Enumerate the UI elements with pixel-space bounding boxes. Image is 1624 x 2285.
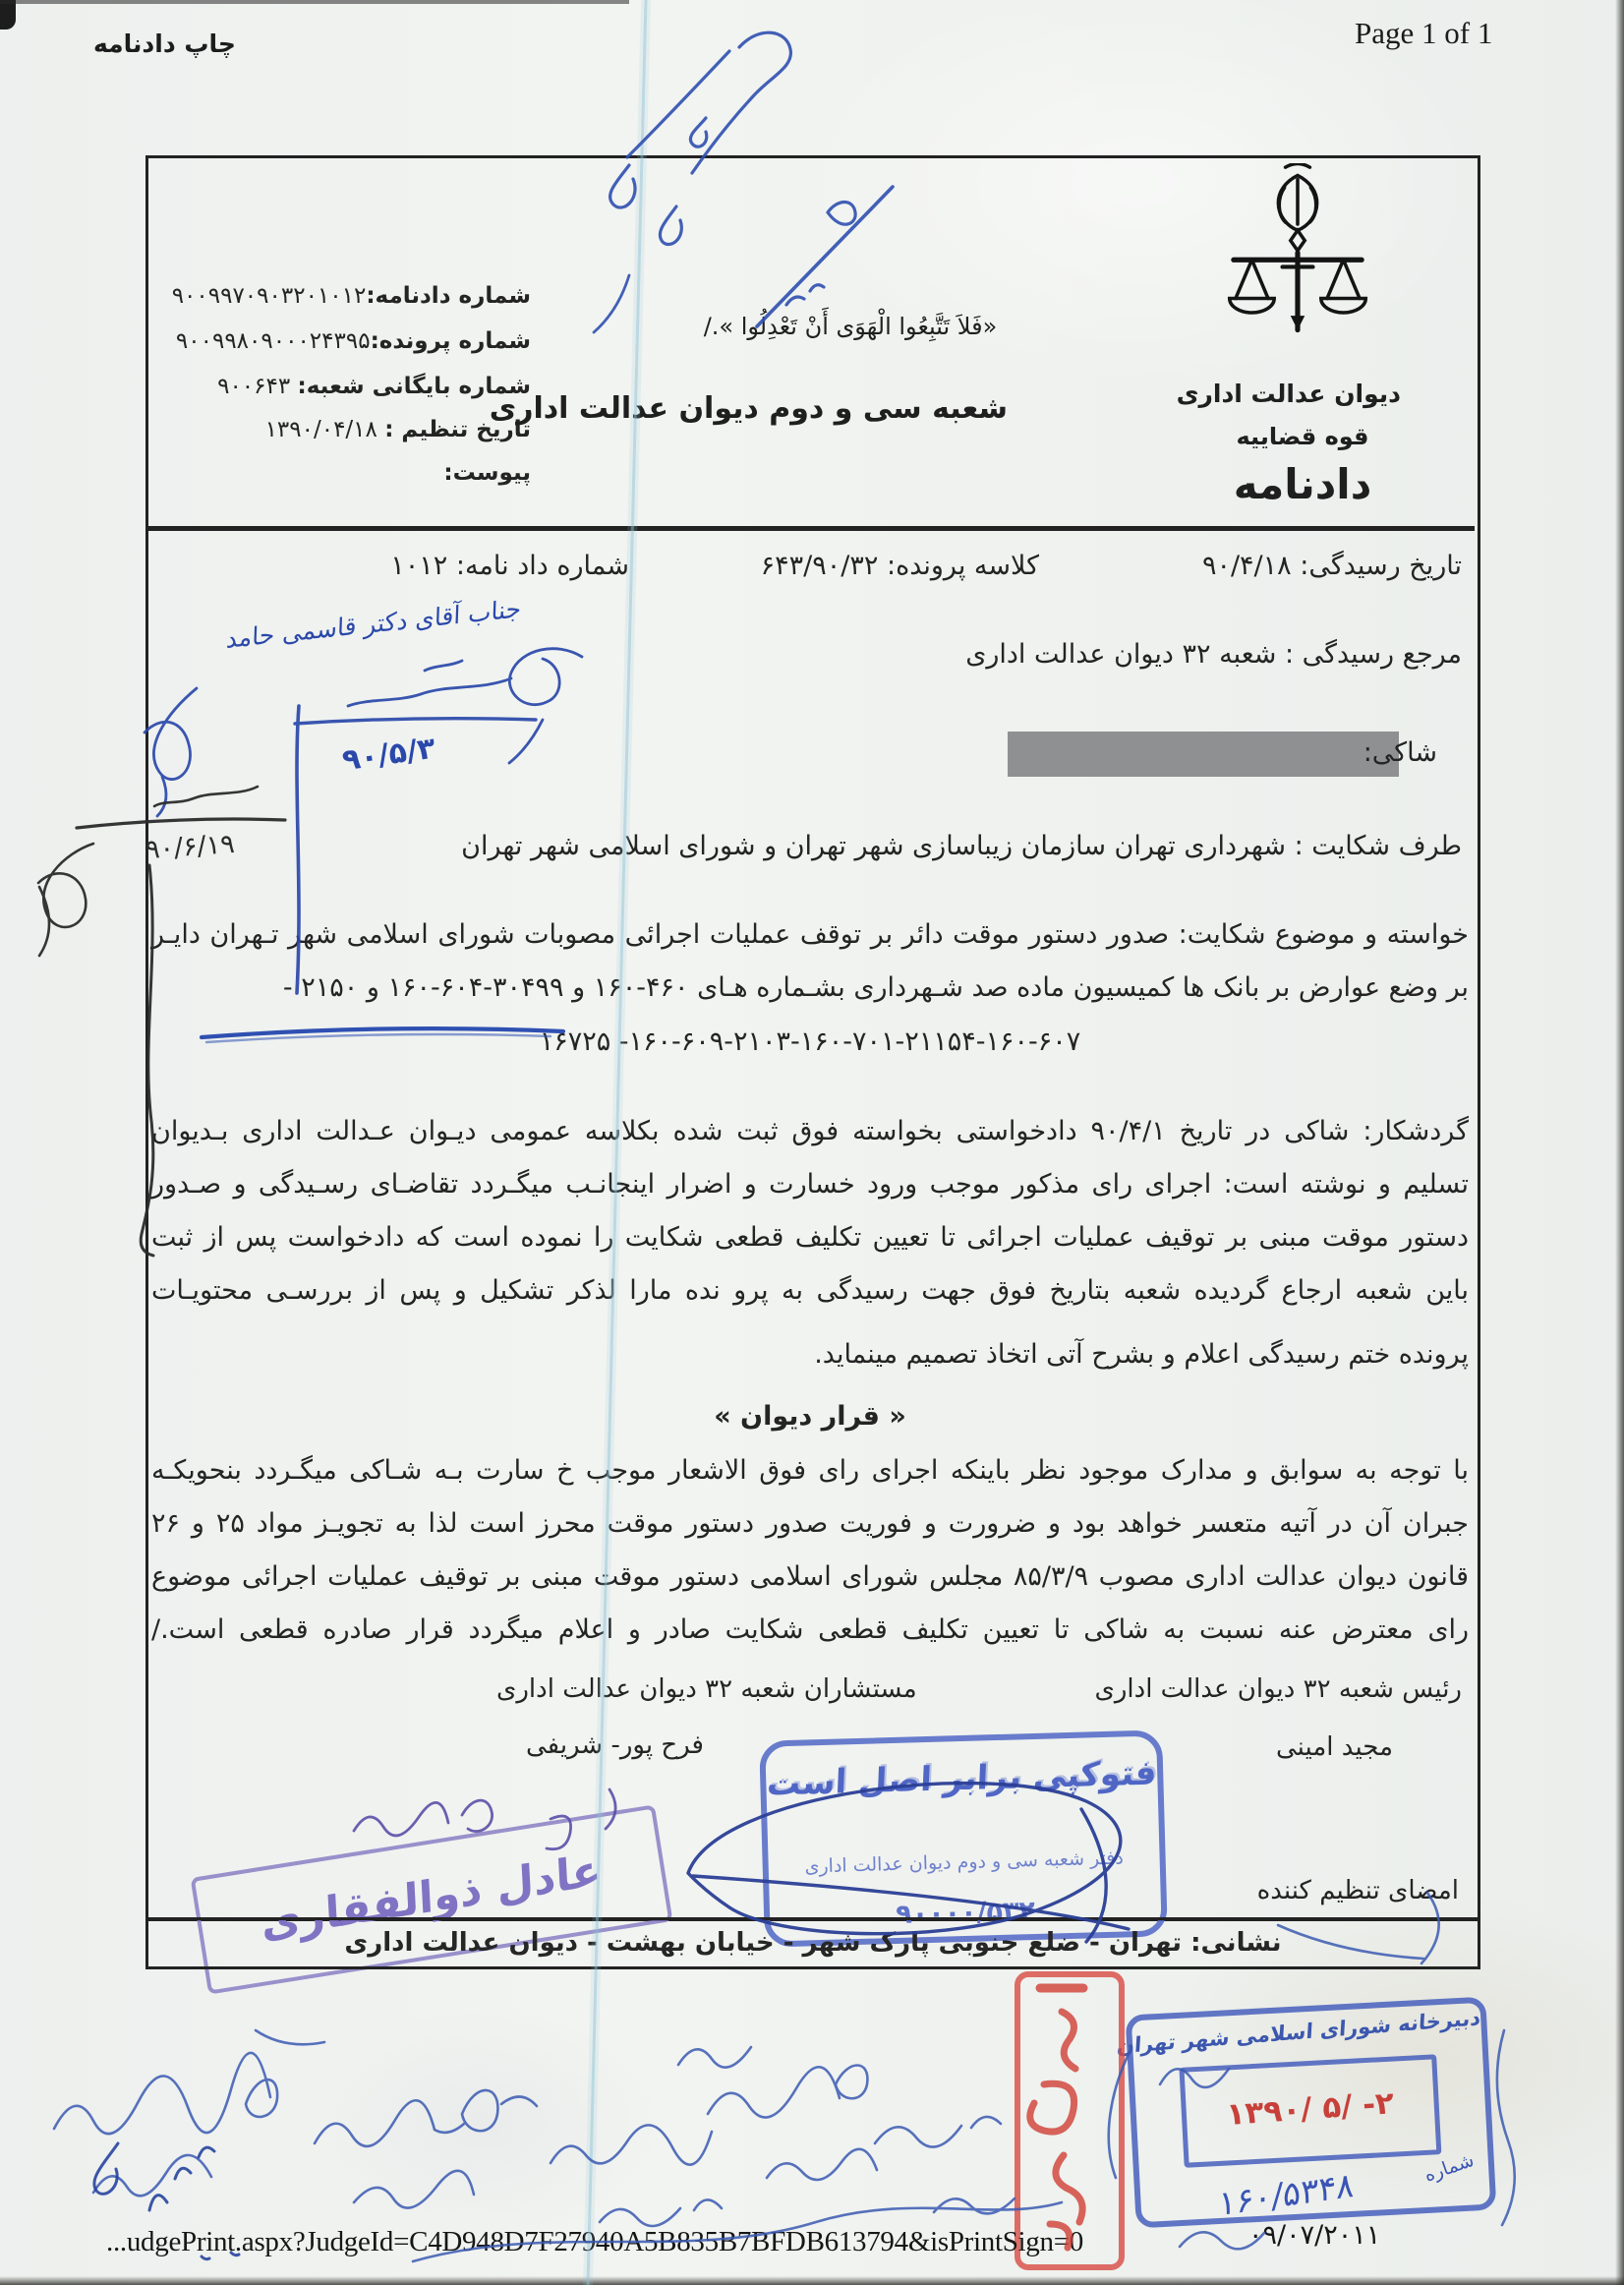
attachment-label: پیوست: xyxy=(443,460,531,486)
council-stamp-number: ۱۶۰/۵۳۴۸ xyxy=(1218,2165,1355,2225)
handwritten-referral-date: ۹۰/۵/۳ xyxy=(340,731,438,779)
request-line-1: خواسته و موضوع شکایت: صدور دستور موقت دائر بر توقف عملیات اجرائی مصوبات شورای اسلامی شهر تـهران دایـر xyxy=(151,919,1469,950)
footer-address: نشانی: تهران - ضلع جنوبی پارک شهر - خیابان بهشت - دیوان عدالت اداری xyxy=(344,1928,1282,1958)
org-branch: قوه قضاییه xyxy=(1236,423,1369,450)
history-line-3: دستور موقت مبنی بر توقیف عملیات اجرائی تا تعیین تکلیف قطعی شکایت را نموده است که دادخواست پس از ثبت xyxy=(151,1222,1469,1253)
case-class-value: ۶۴۳/۹۰/۳۲ xyxy=(760,551,879,581)
scan-fold-line xyxy=(588,0,646,2285)
judgment-number-value: ۹۰۰۹۹۷۰۹۰۳۲۰۱۰۱۲ xyxy=(171,283,367,309)
red-stamp-marks xyxy=(1030,1988,1083,2248)
handwritten-referral-note: جناب آقای دکتر قاسمی حامد xyxy=(225,594,522,654)
ruling-heading: « قرار دیوان » xyxy=(714,1401,906,1432)
handwriting-bottom-scribbles xyxy=(54,1893,1515,2261)
ruling-line-2: جبران آن در آتیه متعسر خواهد بود و ضرورت و فوریت صدور دستور موقت محرز است لذا به تجویـز مواد ۲۵ و ۲۶ xyxy=(151,1508,1469,1539)
hearing-date-value: ۹۰/۴/۱۸ xyxy=(1201,551,1292,581)
org-name: دیوان عدالت اداری xyxy=(1176,380,1401,408)
handwriting-over-name-stamp xyxy=(354,1789,615,1849)
copy-stamp-line1: فتوکپی برابر اصل است xyxy=(766,1753,1158,1804)
request-line-2: بر وضع عوارض بر بانک ها کمیسیون ماده صد شـهرداری بشـماره هـای ۴۶۰-۱۶۰ و ۳۰۴۹۹-۶۰۴-۱۶۰ و ۲۱۵۰ - xyxy=(282,972,1469,1003)
advisors-names: فرح پور- شریفی xyxy=(526,1730,704,1760)
handwriting-margin-blue xyxy=(145,649,582,993)
ruling-line-4: رای معترض عنه نسبت به شاکی تا تعیین تکلیف قطعی شکایت صادر و اعلام میگردد قرار صادره قطعی است./ xyxy=(151,1614,1469,1645)
copy-stamp-line2: دفتر شعبه سی و دوم دیوان عدالت اداری xyxy=(804,1846,1125,1878)
handwriting-margin-black xyxy=(38,787,285,1256)
browser-url-footer: ...udgePrint.aspx?JudgeId=C4D948D7F27940A5B835B7BFDB613794&isPrintSign=0 xyxy=(106,2226,1083,2257)
prepared-date-value: ۱۳۹۰/۰۴/۱۸ xyxy=(264,417,377,442)
page-indicator: Page 1 of 1 xyxy=(1355,16,1493,50)
plaintiff-label: شاکی: xyxy=(1363,737,1437,768)
handwriting-bottom-dark xyxy=(94,2143,239,2259)
archive-number-value: ۹۰۰۶۴۳ xyxy=(217,374,291,399)
file-number-label: شماره پرونده: xyxy=(370,328,531,354)
respondent-line: طرف شکایت : شهرداری تهران سازمان زیباسازی شهر تهران و شورای اسلامی شهر تهران xyxy=(461,831,1462,861)
file-number-value: ۹۰۰۹۹۸۰۹۰۰۰۲۴۳۹۵ xyxy=(175,328,371,354)
branch-title: شعبه سی و دوم دیوان عدالت اداری xyxy=(489,391,1008,426)
history-line-1: گردشکار: شاکی در تاریخ ۹۰/۴/۱ دادخواستی بخواسته فوق ثبت شده بکلاسه عمومی دیـوان عـدالت اداری بـدیوان xyxy=(151,1116,1469,1146)
history-line-2: تسلیم و نوشته است: اجرای رای مذکور موجب ورود خسارت و اضرار اینجانـب میگـردد تقاضـای رسـیدگی و صـدور xyxy=(151,1169,1469,1200)
council-stamp-title: دبیرخانه شورای اسلامی شهر تهران xyxy=(1116,2006,1481,2059)
ruling-line-3: قانون دیوان عدالت اداری مصوب ۸۵/۳/۹ مجلس شورای اسلامی دستور موقت مبنی بر توقیف عملیات اجرائی موضوع xyxy=(151,1561,1469,1592)
president-name: مجید امینی xyxy=(1276,1732,1393,1762)
history-line-5: پرونده ختم رسیدگی اعلام و بشرح آتی اتخاذ تصمیم مینماید. xyxy=(814,1339,1469,1370)
document-type-title: دادنامه xyxy=(1233,460,1372,508)
quran-quote: «فَلاَ تَتَّبِعُوا الْهَوَی أَنْ تَعْدِلُوا »./ xyxy=(703,313,998,340)
advisors-title: مستشاران شعبه ۳۲ دیوان عدالت اداری xyxy=(496,1674,917,1704)
print-page-title: چاپ دادنامه xyxy=(93,29,236,58)
request-line-3: ۱۶۷۲۵ -۱۶۰-۶۰۹-۲۱۰۳-۱۶۰-۷۰۱-۲۱۱۵۴-۱۶۰-۶۰۷ xyxy=(539,1026,1081,1057)
council-stamp-number-label: شماره xyxy=(1421,2148,1478,2187)
judge-signature xyxy=(688,1784,1129,1942)
history-line-4: باین شعبه ارجاع گردیده شعبه بتاریخ فوق جهت رسیدگی به پرو نده مارا لذکر تشکیل و پس از بررسـی محتویـات xyxy=(151,1275,1469,1306)
handwritten-register-date: ۹۰/۶/۱۹ xyxy=(145,828,236,866)
president-title: رئیس شعبه ۳۲ دیوان عدالت اداری xyxy=(1094,1674,1462,1704)
name-stamp-text: عادل ذوالفقاری xyxy=(260,1845,603,1950)
judgment-number-label: شماره دادنامه: xyxy=(366,283,531,309)
signer-label: امضای تنظیم کننده xyxy=(1256,1876,1459,1905)
hearing-date-label: تاریخ رسیدگی: xyxy=(1300,551,1462,581)
archive-number-label: شماره بایگانی شعبه: xyxy=(297,374,531,399)
authority-line: مرجع رسیدگی : شعبه ۳۲ دیوان عدالت اداری xyxy=(965,639,1462,670)
copy-stamp-number: ۹۰۰۰۰/۵۳۲ xyxy=(895,1895,1036,1930)
prepared-date-label: تاریخ تنظیم : xyxy=(384,417,531,442)
judgment-no-value: ۱۰۱۲ xyxy=(390,551,448,581)
case-class-label: کلاسه پرونده: xyxy=(886,551,1039,581)
ruling-line-1: با توجه به سوابق و مدارک موجود نظر باینکه اجرای رای فوق الاشعار موجب خ سارت بـه شـاکی میگـردد بنحویکـه xyxy=(151,1455,1469,1486)
browser-footer-date: ۰۹/۰۷/۲۰۱۱ xyxy=(1248,2220,1381,2251)
judgment-no-label: شماره داد نامه: xyxy=(455,551,629,581)
council-stamp-date: ۱۳۹۰/ ۵/ -۲ xyxy=(1225,2085,1396,2133)
request-underline xyxy=(202,1028,563,1042)
